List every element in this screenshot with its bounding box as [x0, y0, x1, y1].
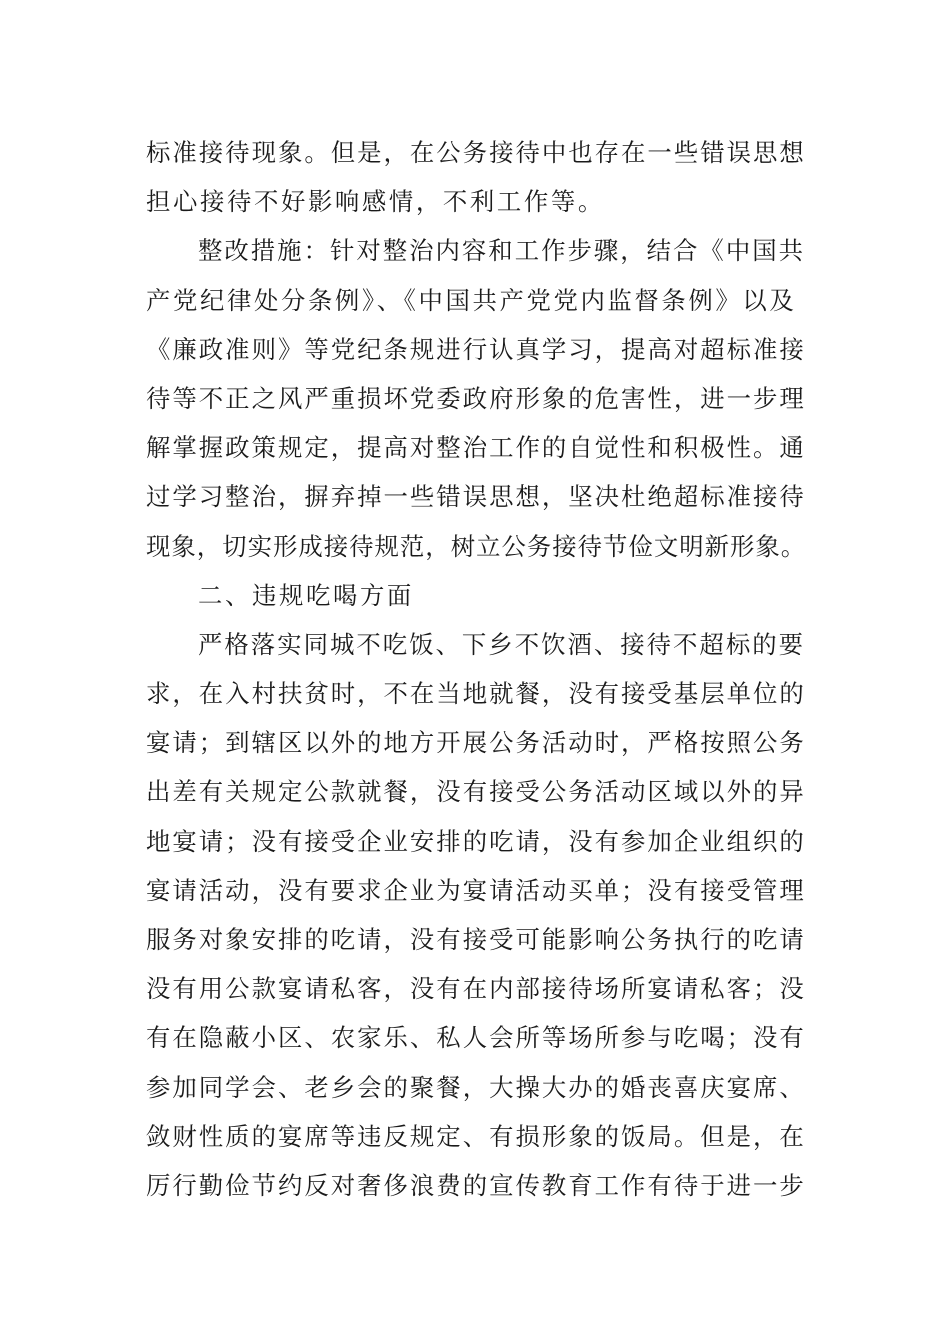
text-line: 解掌握政策规定，提高对整治工作的自觉性和积极性。通: [146, 433, 806, 463]
text-line: 有在隐蔽小区、农家乐、私人会所等场所参与吃喝；没有: [146, 1023, 806, 1053]
text-line: 厉行勤俭节约反对奢侈浪费的宣传教育工作有待于进一步: [146, 1170, 806, 1200]
text-line: 宴请活动，没有要求企业为宴请活动买单；没有接受管理: [146, 875, 806, 905]
text-line: 求，在入村扶贫时，不在当地就餐，没有接受基层单位的: [146, 679, 806, 709]
document-body: [146, 128, 806, 1210]
text-line: 《廉政准则》等党纪条规进行认真学习，提高对超标准接: [146, 334, 806, 364]
text-line: 出差有关规定公款就餐，没有接受公务活动区域以外的异: [146, 777, 806, 807]
text-line: 整改措施：针对整治内容和工作步骤，结合《中国共: [198, 236, 805, 266]
text-line: 标准接待现象。但是，在公务接待中也存在一些错误思想: [146, 138, 806, 167]
section-heading: 二、违规吃喝方面: [198, 580, 414, 610]
text-line: 担心接待不好影响感情，不利工作等。: [146, 187, 605, 217]
text-line: 产党纪律处分条例》、《中国共产党党内监督条例》以及: [146, 285, 797, 315]
text-line: 过学习整治，摒弃掉一些错误思想，坚决杜绝超标准接待: [146, 482, 806, 512]
text-line: 严格落实同城不吃饭、下乡不饮酒、接待不超标的要: [198, 629, 805, 659]
text-line: 没有用公款宴请私客，没有在内部接待场所宴请私客；没: [146, 974, 806, 1004]
text-line: 服务对象安排的吃请，没有接受可能影响公务执行的吃请: [146, 925, 806, 954]
text-line: 现象，切实形成接待规范，树立公务接待节俭文明新形象。: [146, 531, 807, 561]
text-line: 参加同学会、老乡会的聚餐，大操大办的婚丧喜庆宴席、: [146, 1072, 806, 1102]
text-line: 地宴请；没有接受企业安排的吃请，没有参加企业组织的: [146, 826, 806, 856]
text-line: 待等不正之风严重损坏党委政府形象的危害性，进一步理: [146, 383, 806, 413]
text-line: 宴请；到辖区以外的地方开展公务活动时，严格按照公务: [146, 728, 806, 758]
text-line: 敛财性质的宴席等违反规定、有损形象的饭局。但是，在: [146, 1121, 806, 1151]
